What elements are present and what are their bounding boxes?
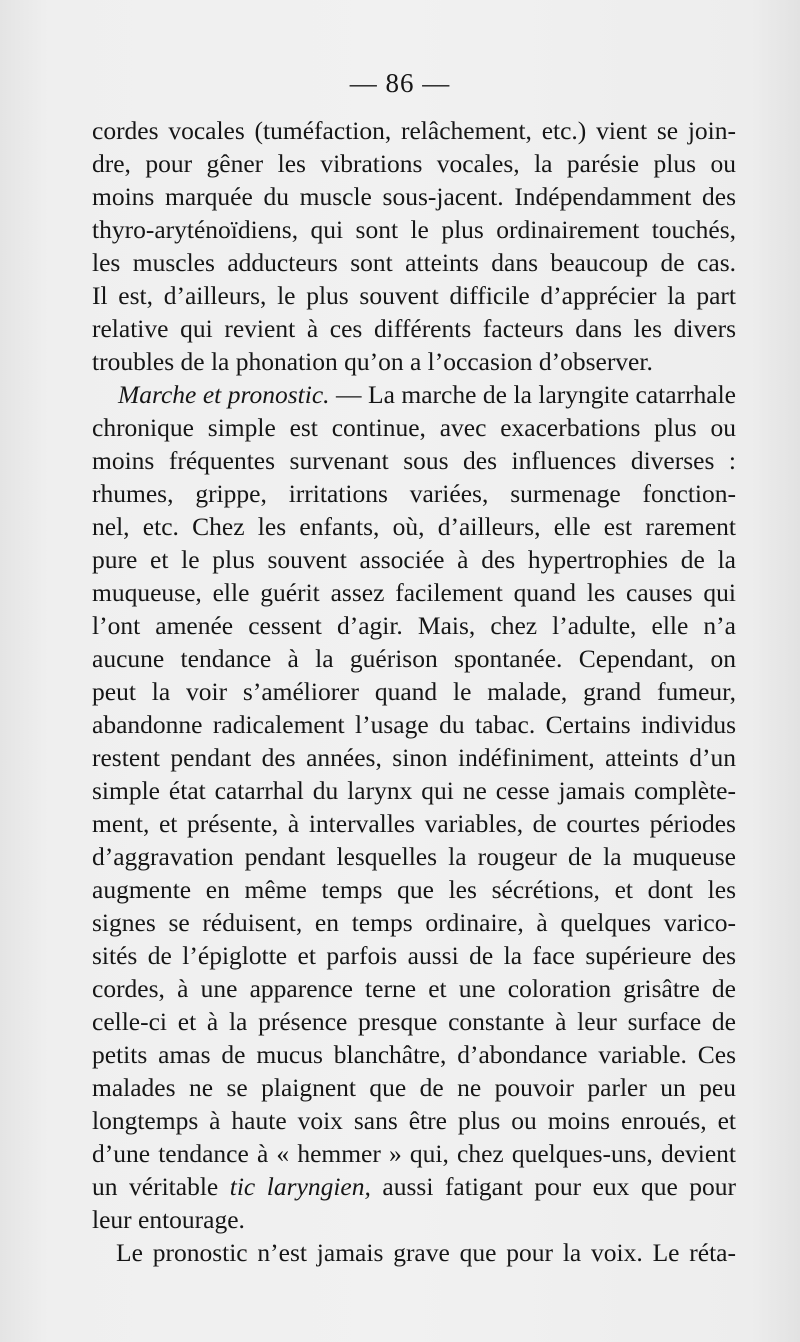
- text-line: cordes, à une apparence terne et une coloration grisâtre de: [92, 974, 736, 1003]
- text-line: les muscles adducteurs sont atteints dans beaucoup de cas.: [92, 248, 736, 277]
- text-line: restent pendant des années, sinon indéfiniment, atteints d’un: [92, 743, 736, 772]
- text-line: peut la voir s’améliorer quand le malade, grand fumeur,: [92, 677, 736, 706]
- text-line: simple état catarrhal du larynx qui ne cesse jamais complète-: [92, 776, 736, 805]
- text-line: moins marquée du muscle sous-jacent. Indépendamment des: [92, 182, 736, 211]
- text-line: celle-ci et à la présence presque constante à leur surface de: [92, 1007, 736, 1036]
- text-line: petits amas de mucus blanchâtre, d’abondance variable. Ces: [92, 1040, 736, 1069]
- text-line: moins fréquentes survenant sous des influences diverses :: [92, 446, 736, 475]
- text-line: longtemps à haute voix sans être plus ou moins enroués, et: [92, 1106, 736, 1135]
- text-line: nel, etc. Chez les enfants, où, d’ailleurs, elle est rarement: [92, 512, 736, 541]
- text-line: cordes vocales (tuméfaction, relâchement, etc.) vient se join-: [92, 116, 736, 145]
- page-number: — 86 —: [349, 68, 451, 98]
- text-line: rhumes, grippe, irritations variées, surmenage fonction-: [92, 479, 736, 508]
- text-line: Le pronostic n’est jamais grave que pour la voix. Le réta-: [116, 1238, 736, 1267]
- text-span: un véritable: [92, 1172, 219, 1201]
- section-heading: Marche et pronostic.: [118, 380, 330, 409]
- text-line: signes se réduisent, en temps ordinaire, à quelques varico-: [92, 908, 736, 937]
- text-line: relative qui revient à ces différents facteurs dans les divers: [92, 314, 736, 343]
- text-line: d’une tendance à « hemmer » qui, chez quelques-uns, devient: [92, 1139, 736, 1168]
- text-line: chronique simple est continue, avec exacerbations plus ou: [92, 413, 736, 442]
- text-line: malades ne se plaignent que de ne pouvoir parler un peu: [92, 1073, 736, 1102]
- text-line: aucune tendance à la guérison spontanée. Cependant, on: [92, 644, 736, 673]
- text-line: Il est, d’ailleurs, le plus souvent difficile d’apprécier la part: [92, 281, 736, 310]
- text-line: d’aggravation pendant lesquelles la rougeur de la muqueuse: [92, 842, 736, 871]
- text-line: l’ont amenée cessent d’agir. Mais, chez l’adulte, elle n’a: [92, 611, 736, 640]
- text-line: augmente en même temps que les sécrétions, et dont les: [92, 875, 736, 904]
- text-line: leur entourage.: [92, 1205, 245, 1234]
- text-line: dre, pour gêner les vibrations vocales, la parésie plus ou: [92, 149, 736, 178]
- text-line: pure et le plus souvent associée à des hypertrophies de la: [92, 545, 736, 574]
- text-line: troubles de la phonation qu’on a l’occasion d’observer.: [92, 347, 653, 376]
- italic-term: tic laryngien,: [229, 1172, 371, 1201]
- text-line: abandonne radicalement l’usage du tabac. Certains individus: [92, 710, 736, 739]
- text-line: ment, et présente, à intervalles variables, de courtes périodes: [92, 809, 736, 838]
- text-span: — La marche de la laryngite catarrhale: [336, 380, 736, 409]
- text-span: aussi fatigant pour eux que pour: [382, 1172, 737, 1201]
- section-line: [118, 378, 736, 412]
- text-line: thyro-aryténoïdiens, qui sont le plus ordinairement touchés,: [92, 215, 736, 244]
- text-line: sités de l’épiglotte et parfois aussi de la face supérieure des: [92, 941, 736, 970]
- text-line: muqueuse, elle guérit assez facilement quand les causes qui: [92, 578, 736, 607]
- tic-line: [92, 1170, 736, 1204]
